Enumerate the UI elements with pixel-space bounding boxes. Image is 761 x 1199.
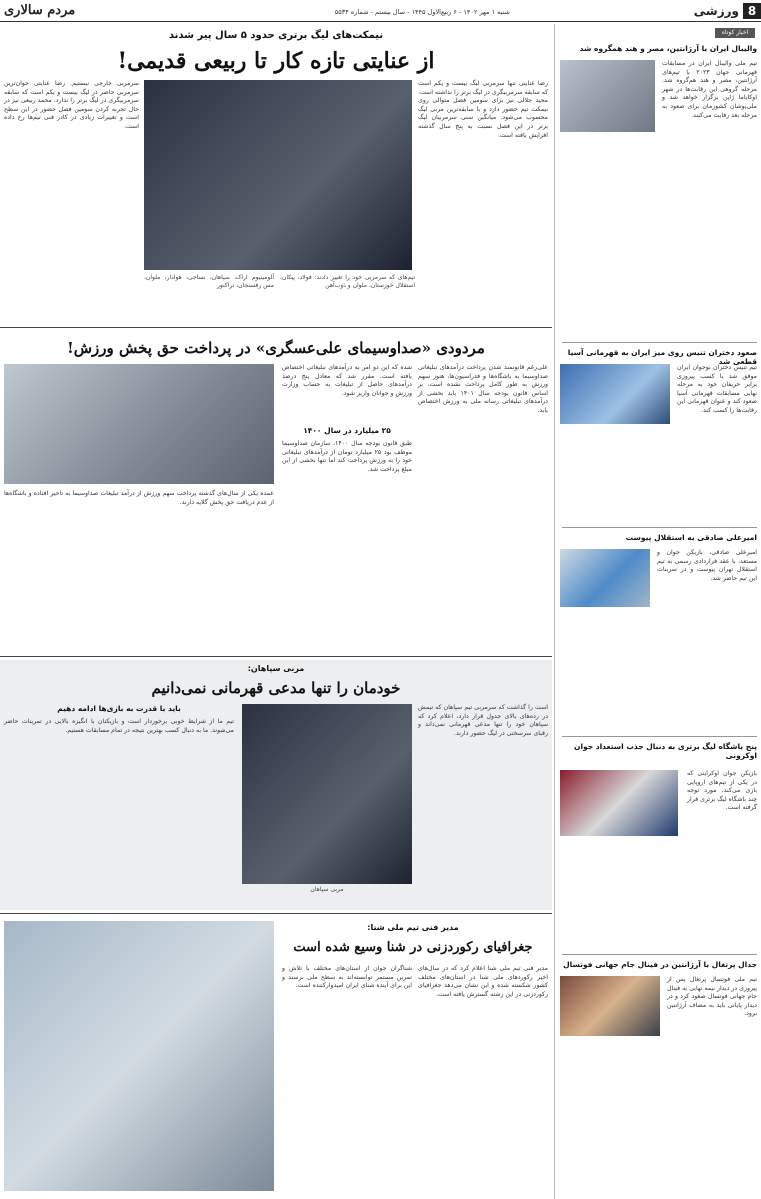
- photo-caption: تیم‌های که سرمربی خود را تغییر دادند: فولاد، پیکان، استقلال خوزستان، ملوان و ذوب‌آهن: [280, 274, 415, 289]
- side-story-body: تیم تنیس دختران نوجوان ایران موفق شد با کسب پیروزی برابر حریفان خود به مرحله نهایی مسابقات قهرمانی آسیا صعود کند و عنوان قهرمانی این رقابت‌ها را کسب کند.: [677, 364, 757, 414]
- story3-body: است را گذاشت که سرمربی تیم سپاهان که تیمش در رده‌های بالای جدول قرار دارد، اعلام کرد که سپاهان خود را تنها مدعی قهرمانی نمی‌داند و رقبای سرسختی در لیگ حضور دارند.: [418, 704, 548, 737]
- football-match-photo: [560, 770, 678, 836]
- side-story-title: امیرعلی صادقی به استقلال پیوست: [625, 533, 757, 542]
- coaches-photo: [144, 80, 412, 270]
- side-story-title: جدال پرتغال با آرژانتین در فینال جام جهانی فوتسال: [563, 960, 757, 969]
- photo-caption: آلومینیوم اراک، سپاهان، نساجی، هوادار، ملوان، مس رفسنجان، تراکتور: [144, 274, 274, 289]
- side-story-title: پنج باشگاه لیگ برتری به دنبال جذب استعداد جوان اوکرونی: [574, 742, 757, 760]
- top-story-body: سرمربی خارجی نیستیم. رضا عنایتی جوان‌ترین سرمربی حاضر در لیگ بیست و یکم است که سابقه سرمربیگری در لیگ برتر را ندارد. محمد ربیعی نیز در حال تجربه کردن سومین فصل حضور در این سطح است و تغییرات زیادی در کادر فنی تیم‌ها رخ داده است.: [4, 80, 139, 130]
- story2-body: طبق قانون بودجه سال ۱۴۰۰، سازمان صداوسیما موظف بود ۲۵ میلیارد تومان از درآمدهای تبلیغاتی خود را به ورزش پرداخت کند اما تنها بخشی از این مبلغ پرداخت شد.: [282, 440, 413, 473]
- story4-kicker: مدیر فنی تیم ملی شنا:: [367, 923, 459, 932]
- side-column: [556, 24, 761, 1199]
- story3-kicker: مربی سپاهان:: [247, 664, 305, 673]
- coach-portrait-photo: [242, 704, 412, 884]
- paper-name: مردم سالاری: [4, 3, 76, 18]
- date-line: شنبه ۱ مهر ۱۴۰۲ - ۶ ربیع‌الاول ۱۴۴۵ - سال بیستم - شماره ۵۵۳۴: [334, 8, 510, 16]
- sadeghi-photo: [560, 549, 650, 607]
- story2-body: شده که این دو امر به درآمدهای تبلیغاتی اختصاص یافته است. مقرر شد که معادل پنج درصد درآمدهای حاصل از تبلیغات به حساب وزارت ورزش و جوانان واریز شود.: [282, 364, 412, 397]
- story2-body: علی‌رغم قانونمند شدن پرداخت درآمدهای تبلیغاتی صداوسیما به باشگاه‌ها و فدراسیون‌ها، هنوز سهم ورزش به طور کامل پرداخت نشده است. بر اساس قانون بودجه سال ۱۴۰۱ باید بخشی از درآمدهای تبلیغاتی رسانه ملی به ورزش اختصاص یابد.: [418, 364, 548, 414]
- volleyball-team-photo: [560, 60, 655, 132]
- swimming-pool-photo: [4, 921, 274, 1191]
- masthead: [0, 0, 761, 22]
- side-story-title: صعود دختران تنیس روی میز ایران به قهرمانی آسیا قطعی شد: [567, 348, 757, 366]
- table-tennis-team-photo: [560, 364, 670, 424]
- top-story-body: رضا عنایتی تنها سرمربی لیگ بیست و یکم است که سابقه سرمربیگری در لیگ برتر را نداشته است. مجید جلالی نیز برای سومین فصل متوالی روی نیمکت تیم حضور دارد و با سابقه‌ترین مربی لیگ محسوب می‌شود. میانگین سنی سرمربیان لیگ برتر در این فصل نسبت به پنج سال گذشته افزایش یافته است.: [418, 80, 548, 139]
- story2-headline: مردودی «صداوسیمای علی‌عسگری» در پرداخت حق پخش ورزش!: [67, 339, 485, 357]
- side-story-title: والیبال ایران با آرژانتین، مصر و هند همگروه شد: [579, 44, 757, 53]
- story4-body: مدیر فنی تیم ملی شنا اعلام کرد که در سال‌های اخیر رکوردهای ملی شنا در استان‌های مختلف کشور شکسته شده و این نشان می‌دهد جغرافیای رکوردزنی در این رشته گسترش یافته است.: [418, 965, 548, 998]
- broadcast-rights-story: [0, 330, 552, 630]
- side-story-body: تیم ملی والیبال ایران در مسابقات قهرمانی جهان ۲۰۲۳ با تیم‌های آرژانتین، مصر و هند هم‌گروه شد. مرحله گروهی این رقابت‌ها در شهر اوکایاما ژاپن برگزار خواهد شد و ملی‌پوشان کشورمان برای صعود به مرحله بعد رقابت می‌کنند.: [662, 60, 757, 119]
- futsal-photo: [560, 976, 660, 1036]
- story3-headline: خودمان را تنها مدعی قهرمانی نمی‌دانیم: [151, 679, 401, 697]
- story3-quote: باید با قدرت به بازی‌ها ادامه دهیم: [57, 704, 181, 713]
- story4-headline: جغرافیای رکوردزنی در شنا وسیع شده است: [293, 940, 533, 955]
- sepahan-story: [0, 660, 552, 910]
- broadcast-control-room-photo: [4, 364, 274, 484]
- photo-caption: مربی سپاهان: [310, 886, 344, 893]
- story4-body: شناگران جوان از استان‌های مختلف با تلاش و تمرین مستمر توانسته‌اند به سطح ملی برسند و این برای آینده شنای ایران امیدوارکننده است.: [282, 965, 412, 990]
- story2-subhead: ۲۵ میلیارد در سال ۱۴۰۰: [303, 426, 391, 435]
- top-story: [0, 24, 552, 324]
- story3-body: تیم ما از شرایط خوبی برخوردار است و بازیکنان با انگیزه بالایی در تمرینات حاضر می‌شوند. ما به دنبال کسب بهترین نتیجه در تمام مسابقات هستیم.: [4, 718, 234, 734]
- section-name: ورزشی: [693, 4, 739, 18]
- side-story-body: بازیکن جوان اوکراینی که در یکی از تیم‌های اروپایی بازی می‌کند، مورد توجه چند باشگاه لیگ برتری قرار گرفته است.: [687, 770, 757, 812]
- top-story-headline: از عنایتی تازه کار تا ربیعی قدیمی!: [117, 48, 435, 74]
- side-story-body: تیم ملی فوتسال پرتغال پس از پیروزی در دیدار نیمه نهایی به فینال جام جهانی فوتسال صعود کرد و در دیدار پایانی باید به مصاف آرژانتین برود.: [667, 976, 757, 1018]
- swimming-story: [0, 917, 552, 1199]
- story2-body: عمده یکی از سال‌های گذشته پرداخت سهم ورزش از درآمد تبلیغات صداوسیما به تاخیر افتاده و باشگاه‌ها از عدم دریافت حق پخش گلایه دارند.: [4, 490, 274, 506]
- page-number: 8: [743, 3, 761, 19]
- top-story-kicker: نیمکت‌های لیگ برتری حدود ۵ سال پیر شدند: [168, 30, 384, 41]
- side-story-body: امیرعلی صادقی، بازیکن جوان و مستعد، با عقد قراردادی رسمی به تیم استقلال تهران پیوست و در تمرینات این تیم حاضر شد.: [657, 549, 757, 582]
- news-tag: اخبار کوتاه: [715, 28, 755, 38]
